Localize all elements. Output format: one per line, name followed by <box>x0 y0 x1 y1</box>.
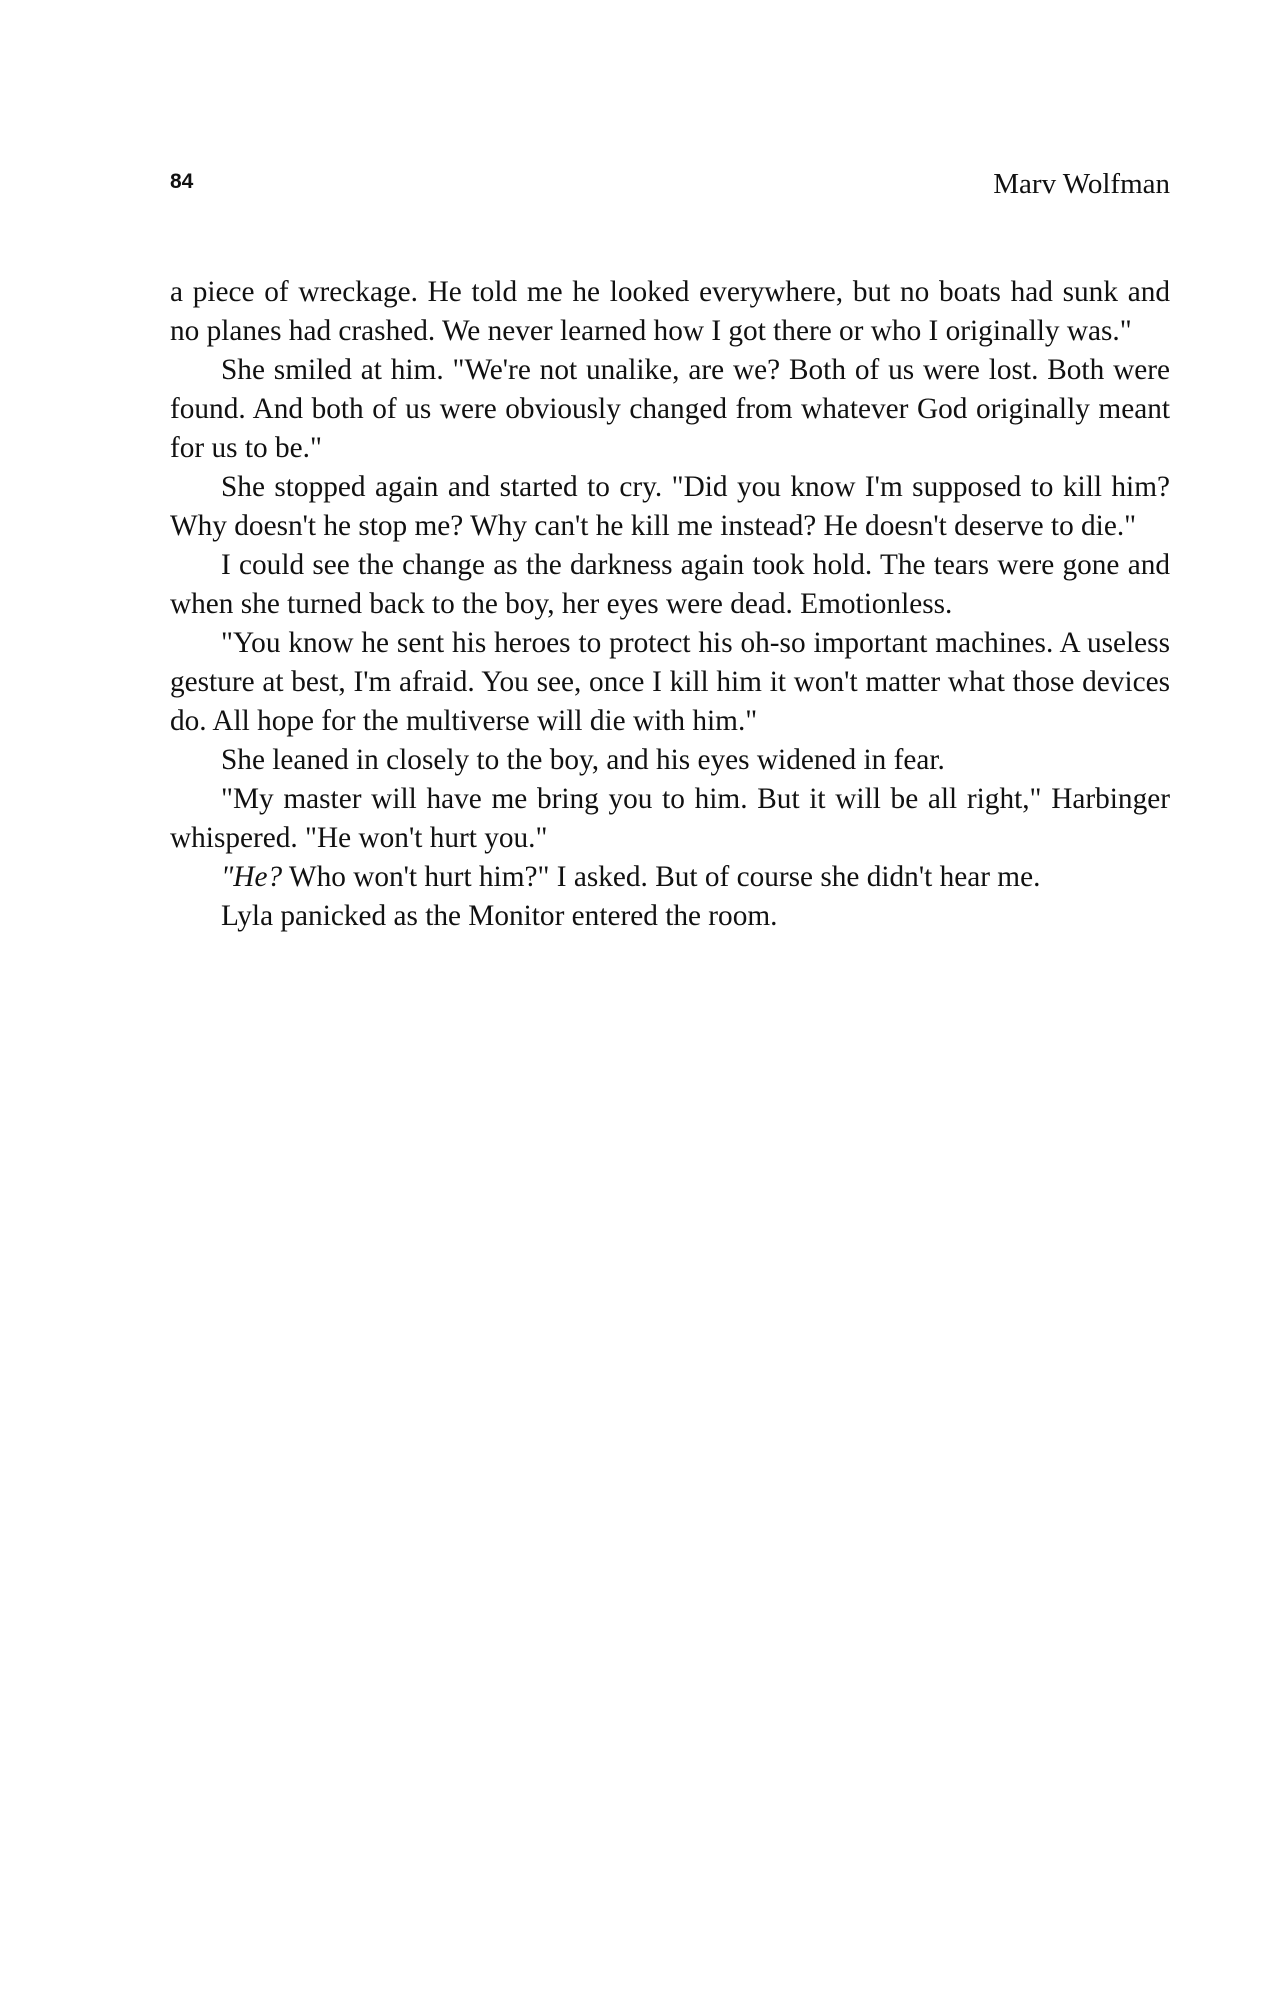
paragraph-text: "My master will have me bring you to him. But it will be all right," Harbinger whispered. "He won't hurt you." <box>170 783 1170 854</box>
body-text <box>170 273 1170 936</box>
paragraph-text: a piece of wreckage. He told me he looked everywhere, but no boats had sunk and no planes had crashed. We never learned how I got there or who I originally was." <box>170 276 1170 347</box>
paragraph-7 <box>170 780 1170 858</box>
paragraph-5 <box>170 624 1170 741</box>
paragraph-text: Lyla panicked as the Monitor entered the room. <box>221 900 778 932</box>
paragraph-text: She stopped again and started to cry. "Did you know I'm supposed to kill him? Why doesn't he stop me? Why can't he kill me instead? He doesn't deserve to die." <box>170 471 1170 542</box>
paragraph-8 <box>170 858 1170 897</box>
paragraph-text: "You know he sent his heroes to protect his oh-so important machines. A useless gesture at best, I'm afraid. You see, once I kill him it won't matter what those devices do. All hope for the multiverse will die with him." <box>170 627 1170 737</box>
paragraph-text: She smiled at him. "We're not unalike, are we? Both of us were lost. Both were found. And both of us were obviously changed from whatever God originally meant for us to be." <box>170 354 1170 464</box>
paragraph-text: Who won't hurt him?" I asked. But of course she didn't hear me. <box>282 861 1041 893</box>
paragraph-3 <box>170 468 1170 546</box>
paragraph-6 <box>170 741 1170 780</box>
paragraph-9 <box>170 897 1170 936</box>
page-header <box>170 162 1170 202</box>
paragraph-1 <box>170 273 1170 351</box>
running-head-author: Marv Wolfman <box>993 168 1170 200</box>
page-number: 84 <box>170 170 194 193</box>
paragraph-2 <box>170 351 1170 468</box>
paragraph-text: She leaned in closely to the boy, and his eyes widened in fear. <box>221 744 945 776</box>
paragraph-text: I could see the change as the darkness again took hold. The tears were gone and when she turned back to the boy, her eyes were dead. Emotionless. <box>170 549 1170 620</box>
paragraph-4 <box>170 546 1170 624</box>
paragraph-italic-text: "He? <box>221 861 283 893</box>
